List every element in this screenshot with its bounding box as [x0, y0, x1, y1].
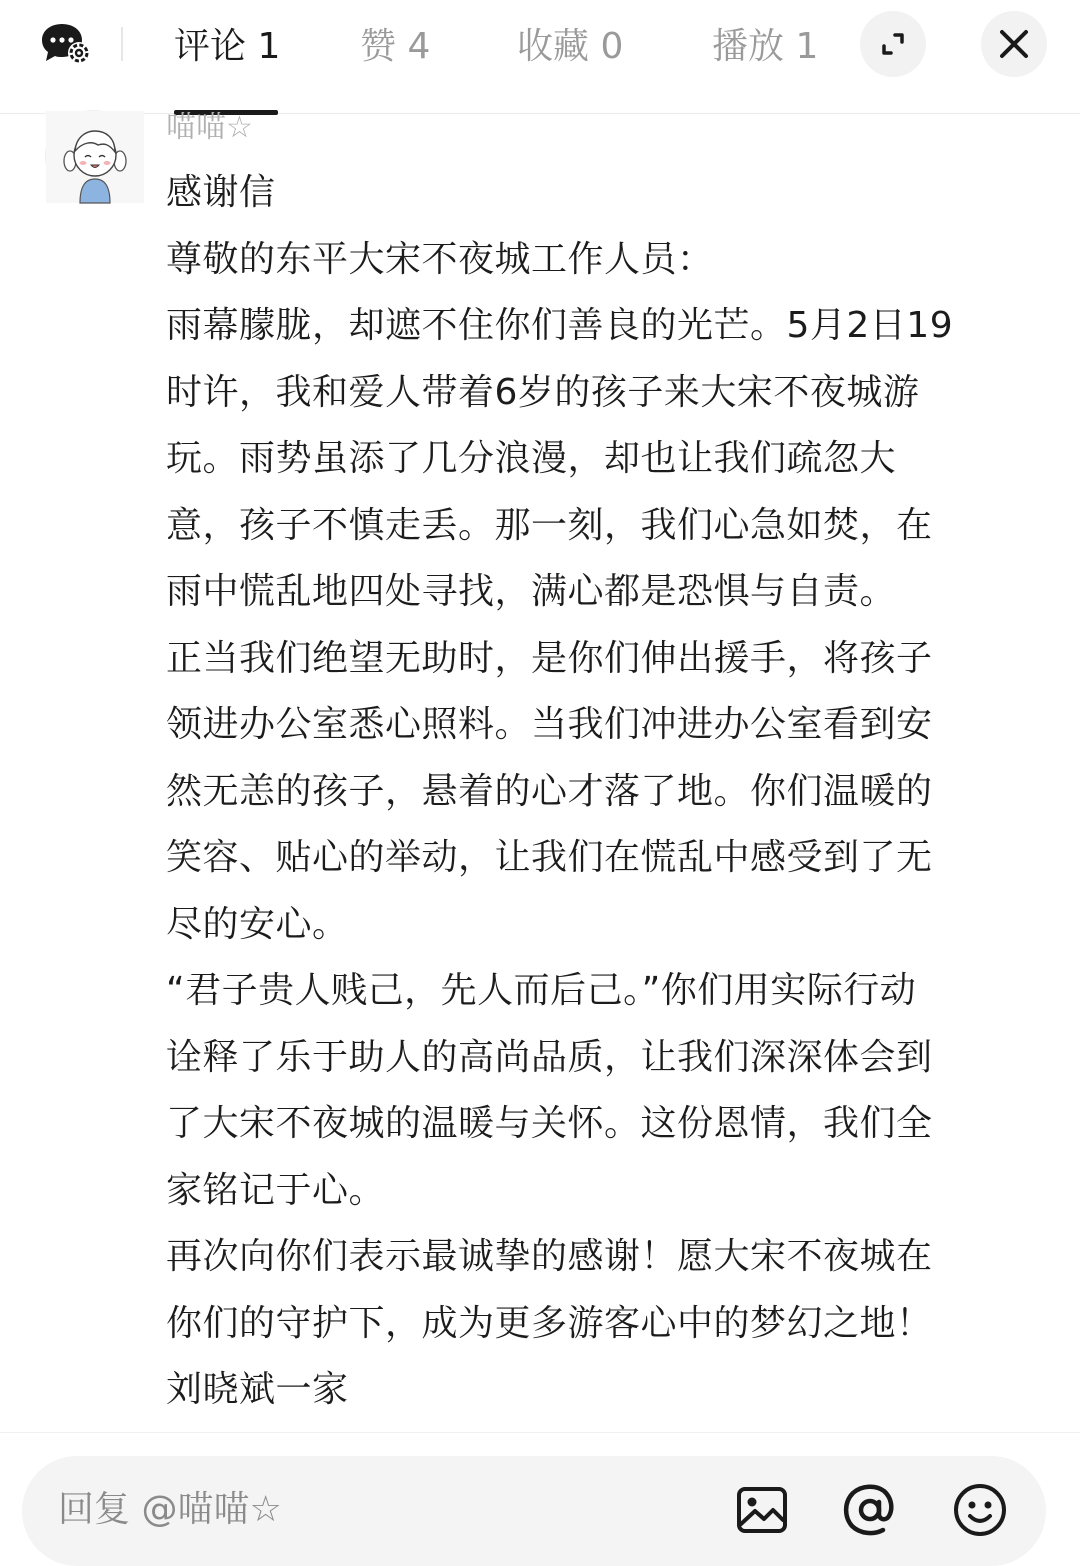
- emoji-icon[interactable]: [950, 1480, 1010, 1540]
- comment-line: 尽的安心。: [166, 903, 349, 945]
- comment-line: 玩。雨势虽添了几分浪漫，却也让我们疏忽大: [166, 438, 897, 479]
- tab-plays[interactable]: 播放 1: [712, 26, 819, 67]
- comment-line: 刘晓斌一家: [166, 1369, 349, 1410]
- comment-line: 诠释了乐于助人的高尚品质，让我们深深体会到: [166, 1036, 933, 1078]
- comment-line: 然无恙的孩子，悬着的心才落了地。你们温暖的: [166, 770, 933, 812]
- comment-line: 雨中慌乱地四处寻找，满心都是恐惧与自责。: [166, 571, 897, 612]
- comment-line: 正当我们绝望无助时，是你们伸出援手，将孩子: [166, 637, 933, 679]
- comment-line: 感谢信: [166, 172, 276, 213]
- comment-username[interactable]: 喵喵☆: [166, 110, 253, 145]
- divider: [121, 27, 123, 61]
- at-mention-icon[interactable]: [840, 1480, 900, 1540]
- comment-line: 意，孩子不慎走丢。那一刻，我们心急如焚，在: [166, 504, 933, 546]
- reply-input[interactable]: [22, 1456, 1046, 1566]
- expand-icon: [860, 11, 926, 77]
- comment-text: [166, 160, 1036, 1424]
- tab-collect[interactable]: 收藏 0: [517, 26, 624, 67]
- comment-line: 了大宋不夜城的温暖与关怀。这份恩情，我们全: [166, 1103, 933, 1144]
- expand-button[interactable]: [860, 11, 926, 77]
- divider: [0, 1432, 1080, 1433]
- comment-line: 雨幕朦胧，却遮不住你们善良的光芒。5月2日19: [166, 305, 954, 346]
- comment-line: “君子贵人贱己，先人而后己。”你们用实际行动: [166, 970, 917, 1011]
- comment-line: 领进办公室悉心照料。当我们冲进办公室看到安: [166, 704, 933, 745]
- reply-placeholder: 回复 @喵喵☆: [58, 1489, 282, 1530]
- comment-line: 时许，我和爱人带着6岁的孩子来大宋不夜城游: [166, 371, 920, 413]
- tab-bar: [0, 0, 1080, 114]
- comment-line: 尊敬的东平大宋不夜城工作人员：: [166, 238, 714, 280]
- tab-likes[interactable]: 赞 4: [360, 26, 431, 67]
- avatar[interactable]: [45, 110, 143, 202]
- image-icon[interactable]: [732, 1480, 792, 1540]
- comment-line: 你们的守护下，成为更多游客心中的梦幻之地！: [166, 1302, 933, 1344]
- comment-line: 笑容、贴心的举动，让我们在慌乱中感受到了无: [166, 837, 933, 878]
- close-icon: [981, 11, 1047, 77]
- comment-line: 再次向你们表示最诚挚的感谢！愿大宋不夜城在: [166, 1236, 933, 1277]
- close-button[interactable]: [981, 11, 1047, 77]
- settings-gear-icon[interactable]: [40, 20, 92, 68]
- comment-line: 家铭记于心。: [166, 1169, 386, 1211]
- tab-comments[interactable]: 评论 1: [174, 26, 281, 67]
